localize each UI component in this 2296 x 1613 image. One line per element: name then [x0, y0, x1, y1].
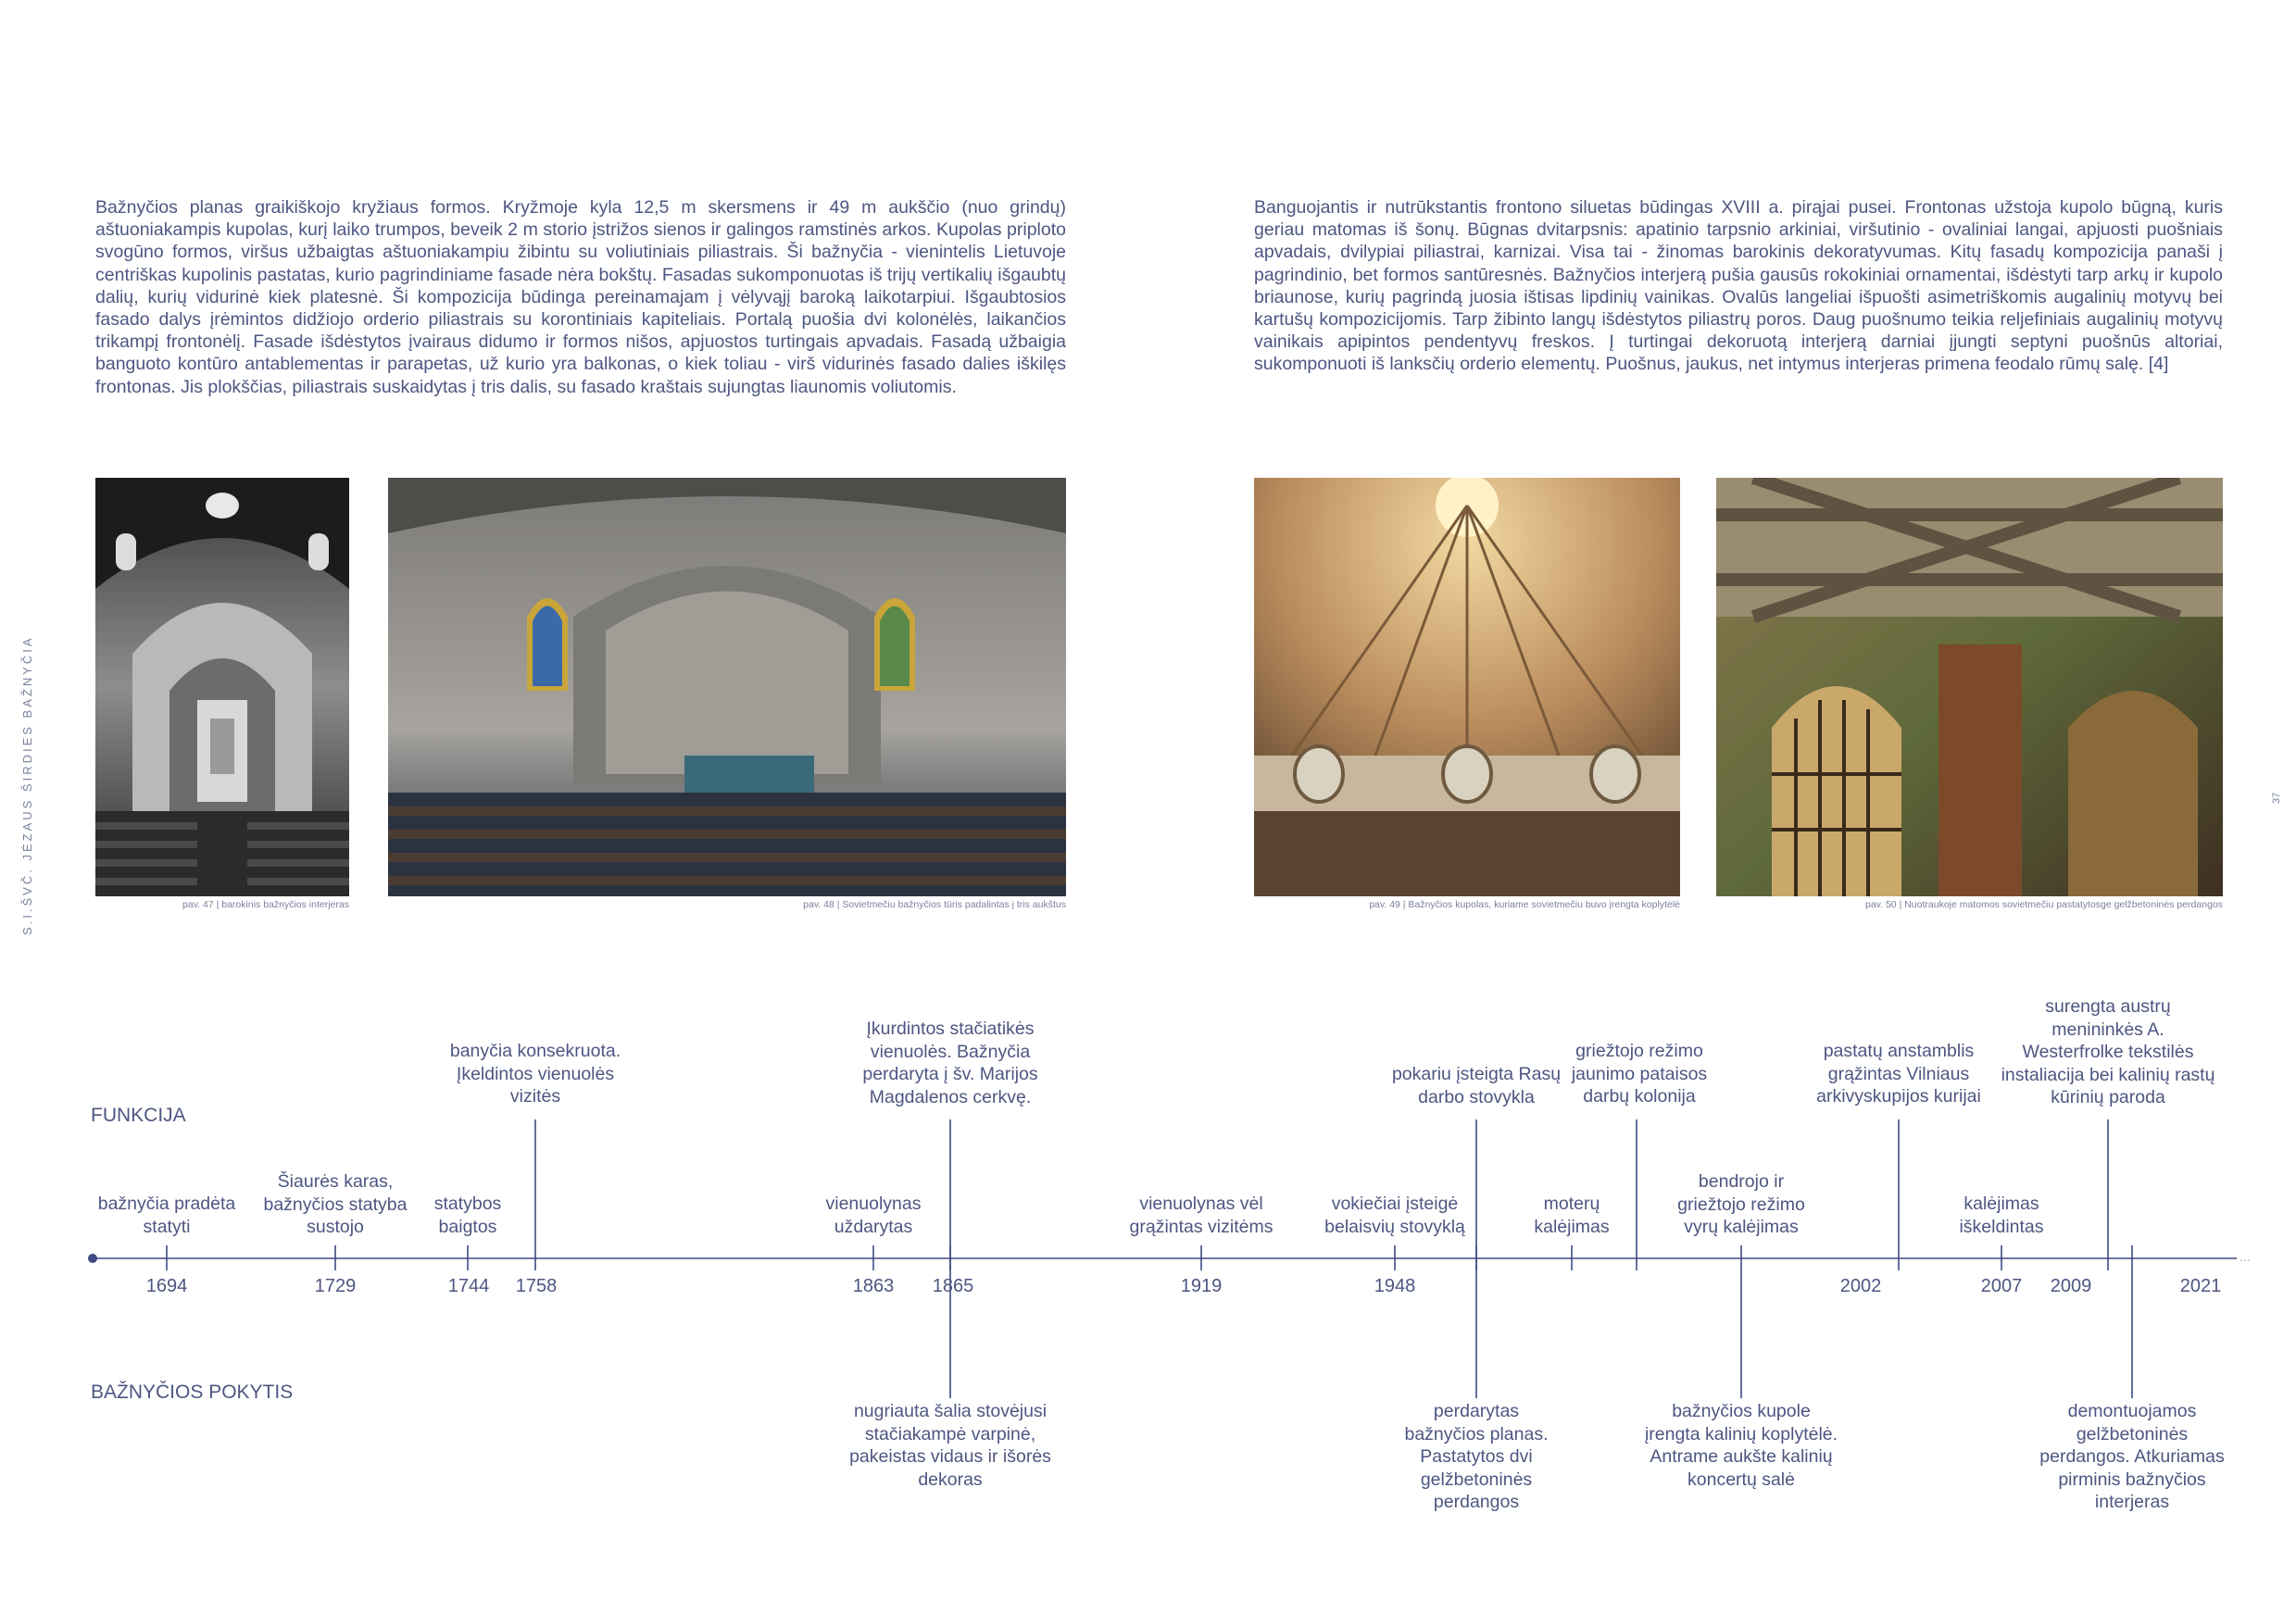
event-1865: Įkurdintos stačiatikės vienuolės. Bažnyčia perdaryta į šv. Marijos Magdalenos cerkvę.	[862, 1019, 1038, 1107]
year-label: 1758	[515, 1276, 558, 1296]
caption-photo-48: pav. 48 | Sovietmečiu bažnyčios tūris padalintas į tris aukštus	[803, 899, 1066, 910]
section-label-church-change: BAŽNYČIOS POKYTIS	[91, 1382, 294, 1403]
event-rasu-camp: pokariu įsteigta Rasų darbo stovykla	[1391, 1064, 1562, 1107]
timeline-end-dots: …	[2240, 1251, 2251, 1264]
year-label: 1729	[314, 1276, 357, 1296]
page-number: 37	[2271, 792, 2282, 804]
event-1729: Šiaurės karas, bažnyčios statyba sustojo	[263, 1171, 408, 1237]
caption-photo-50: pav. 50 | Nuotraukoje matomos sovietmečiu pastatytosge gelžbetoninės perdangos	[1864, 899, 2223, 910]
event-1948: vokiečiai įsteigė belaisvių stovyklą	[1324, 1194, 1465, 1237]
event-2009: surengta austrų menininkės A. Westerfrolke tekstilės instaliacija bei kalinių rastų kūrinių paroda	[2001, 996, 2215, 1107]
year-label: 1948	[1374, 1276, 1416, 1296]
event-male-prison: bendrojo ir griežtojo režimo vyrų kalėjimas	[1677, 1171, 1805, 1237]
caption-photo-49: pav. 49 | Bažnyčios kupolas, kuriame sovietmečiu buvo įrengta koplytėlė	[1369, 899, 1680, 910]
year-label: 1863	[852, 1276, 895, 1296]
event-1919: vienuolynas vėl grąžintas vizitėms	[1129, 1194, 1273, 1237]
year-label: 1919	[1180, 1276, 1223, 1296]
event-2007: kalėjimas iškeldintas	[1959, 1194, 2044, 1237]
side-running-title: S.I.ŠVČ. JĖZAUS ŠIRDIES BAŽNYČIA	[20, 635, 34, 935]
year-label: 2007	[1980, 1276, 2023, 1296]
text-column-left: Bažnyčios planas graikiškojo kryžiaus formos. Kryžmoje kyla 12,5 m skersmens ir 49 m aukščio (nuo grindų) aštuoniakampis kupolas, kurį laiko trumpos, beveik 2 m storio įstrižos sienos ir galingos ramstinės arkos. Kupolas priploto svogūno formos, viršus užbaigtas aštuoniakampiu žibintu su voliutiniais piliastrais. Ši bažnyčia - vienintelis Lietuvoje centriškas kupolinis pastatas, kurio pagrindiniame fasade nėra bokštų. Fasadas sukomponuotas iš trijų vertikalių išgaubtų dalių, kurių vidurinė kiek platesnė. Ši kompozicija būdinga pereinamajam į vėlyvąjį baroką laikotarpiui. Išgaubtosios fasado dalys įrėmintos didžiojo orderio piliastrais su korontiniais kapiteliais. Portalą puošia dvi kolonėlės, laikančios trikampį frontonėlį. Fasade išdėstytos įvairaus didumo ir formos nišos, apjuostos turtingais apvadais. Fasadą užbaigia banguoto kontūro antablementas ir parapetas, už kurio yra balkonas, o kiek toliau - virš vidurinės fasado dalies iškilęs frontonas. Jis plokščias, piliastrais suskaidytas į tris dalis, su fasado kraštais sujungtas liaunomis voliutomis.	[95, 197, 1066, 397]
event-2002: pastatų anstamblis grąžintas Vilniaus arkivyskupijos kurijai	[1816, 1041, 1981, 1107]
year-label: 2002	[1839, 1276, 1882, 1296]
event-1758: banyčia konsekruota. Įkeldintos vienuolės vizitės	[449, 1041, 621, 1107]
timeline-start-dot	[88, 1254, 97, 1263]
event-female-prison: moterų kalėjimas	[1534, 1194, 1610, 1237]
year-label: 1865	[932, 1276, 974, 1296]
caption-photo-47: pav. 47 | barokinis bažnyčios interjeras	[182, 899, 349, 910]
event-youth-colony: griežtojo režimo jaunimo pataisos darbų kolonija	[1571, 1041, 1708, 1107]
event-2021-change: demontuojamos gelžbetoninės perdangos. Atkuriamas pirminis bažnyčios interjeras	[2039, 1401, 2225, 1512]
event-1865-change: nugriauta šalia stovėjusi stačiakampė varpinė, pakeistas vidaus ir išorės dekoras	[849, 1401, 1051, 1490]
event-1694: bažnyčia pradėta statyti	[97, 1194, 236, 1237]
event-chapel: bažnyčios kupole įrengta kalinių koplytėlė. Antrame aukšte kalinių koncertų salė	[1644, 1401, 1838, 1490]
year-label: 2021	[2179, 1276, 2222, 1296]
year-label: 1744	[447, 1276, 490, 1296]
event-1863: vienuolynas uždarytas	[825, 1194, 922, 1237]
text-column-right: Banguojantis ir nutrūkstantis frontono siluetas būdingas XVIII a. pirąjai pusei. Frontonas užstoja kupolo būgną, kuris geriau matomas iš šonų. Būgnas dvitarpsnis: apatinio tarpsnio arkiniai, viršutinio - ovaliniai langai, apjuosti puošniais apvadais, dvilypiai piliastrai, karnizai. Visa tai - žinomas barokinis dekoratyvumas. Kitų fasadų kompozicija panaši į pagrindinio, bet formos santūresnės. Bažnyčios interjerą pušia gausūs rokokiniai ornamentai, išdėstyti tarp arkų ir kupolo briaunose, kurių pagrindą juosia ištisas lipdinių vainikas. Ovalūs langeliai išpuošti asimetriškomis augalinių motyvų bei kartušų kompozicijomis. Tarp žibinto langų išdėstytos piliastrų poros. Daug puošnumo teikia reljefiniais augalinių motyvų vainikais apipintos pendentyvų freskos. Į turtingai dekoruotą interjerą darniai įjungti septyni puošnūs altoriai, sukomponuoti iš lanksčių orderio elementų. Puošnus, jaukus, net intymus interjeras primena feodalo rūmų salę. [4]	[1254, 197, 2223, 375]
year-label: 2009	[2050, 1276, 2092, 1296]
event-1744: statybos baigtos	[433, 1194, 502, 1237]
year-label: 1694	[145, 1276, 188, 1296]
section-label-function: FUNKCIJA	[91, 1105, 186, 1126]
event-plan-change: perdarytas bažnyčios planas. Pastatytos dvi gelžbetoninės perdangos	[1404, 1401, 1549, 1512]
